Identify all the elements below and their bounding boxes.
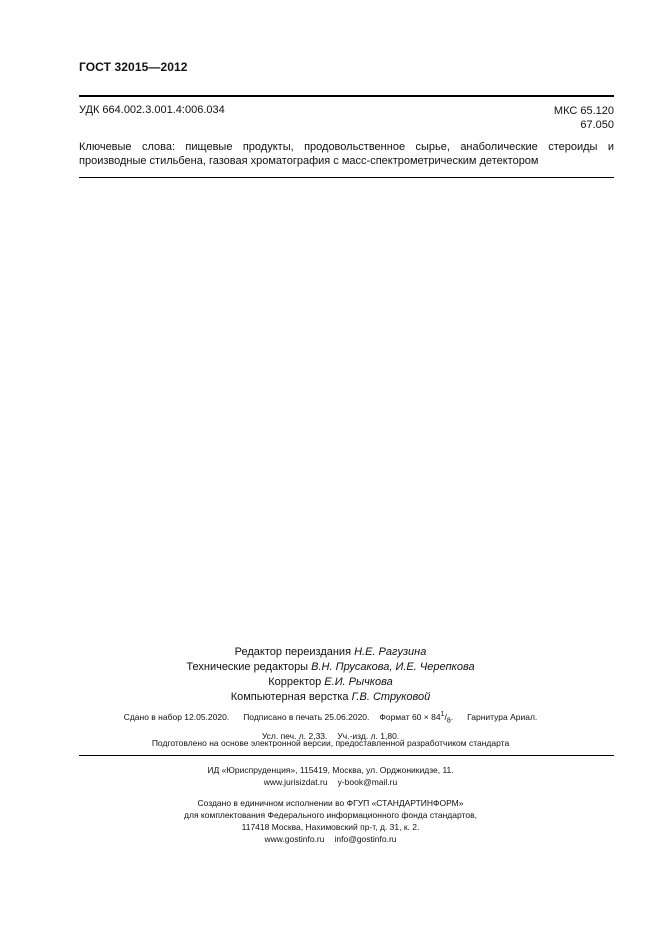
bottom-rule	[79, 755, 614, 756]
production-line-2: для комплектования Федерального информационного фонда стандартов,	[184, 810, 477, 820]
publisher-contacts	[0, 776, 661, 788]
publisher-site: www.jurisizdat.ru	[263, 777, 328, 787]
production-site: www.gostinfo.ru	[264, 834, 325, 844]
mks-line-1: МКС 65.120	[553, 105, 614, 117]
top-rule	[79, 95, 614, 97]
production-line-3: 117418 Москва, Нахимовский пр-т, д. 31, к. 2.	[241, 822, 420, 832]
format-sup: 1	[440, 711, 445, 718]
publisher-block	[0, 764, 661, 788]
editor-label: Редактор переиздания	[234, 646, 352, 658]
publisher-address: ИД «Юриспруденция», 115419, Москва, ул. Орджоникидзе, 11.	[207, 765, 454, 775]
udk-code: УДК 664.002.3.001.4:006.034	[79, 104, 225, 116]
corrector-line	[0, 675, 661, 690]
format-sub: 8	[446, 717, 451, 725]
mks-line-2: 67.050	[580, 119, 614, 131]
prepared-note: Подготовлено на основе электронной версии, предоставленной разработчиком стандарта	[151, 738, 510, 748]
tech-editors-line	[0, 660, 661, 675]
signed-date: Подписано в печать 25.06.2020.	[243, 711, 370, 722]
corrector-label: Корректор	[268, 676, 322, 688]
editor-line	[0, 645, 661, 660]
keywords-rule	[79, 177, 614, 178]
keywords: Ключевые слова: пищевые продукты, продовольственное сырье, анаболические стероиды и производные стильбена, газовая хроматография с масс-спектрометрическим детектором	[79, 141, 614, 167]
layout-label: Компьютерная верстка	[230, 691, 349, 703]
tech-editors-names: В.Н. Прусакова, И.Е. Черепкова	[311, 661, 475, 673]
tech-editors-label: Технические редакторы	[186, 661, 309, 673]
corrector-name: Е.И. Рычкова	[324, 676, 393, 688]
print-sheets: Усл. печ. л. 2,33.	[261, 730, 328, 741]
typeface: Гарнитура Ариал.	[467, 711, 538, 722]
editor-name: Н.Е. Рагузина	[354, 646, 427, 658]
credits-block	[0, 645, 661, 705]
production-contacts	[0, 833, 661, 845]
production-block	[0, 797, 661, 845]
imprint-line-1	[0, 708, 661, 729]
format-prefix: Формат 60 × 84	[379, 711, 441, 722]
layout-line	[0, 690, 661, 705]
mks-code	[554, 104, 614, 132]
format: Формат $60 \times 84^1/_8$.	[379, 711, 454, 725]
layout-name: Г.В. Струковой	[351, 691, 431, 703]
production-line-1: Создано в единичном исполнении во ФГУП «СТАНДАРТИНФОРМ»	[197, 798, 464, 808]
standard-number: ГОСТ 32015—2012	[79, 60, 188, 74]
submitted-date: Сдано в набор 12.05.2020.	[123, 711, 230, 722]
pub-sheets: Уч.-изд. л. 1,80.	[337, 730, 400, 741]
publisher-email: y-book@mail.ru	[337, 777, 398, 787]
production-email: info@gostinfo.ru	[334, 834, 397, 844]
